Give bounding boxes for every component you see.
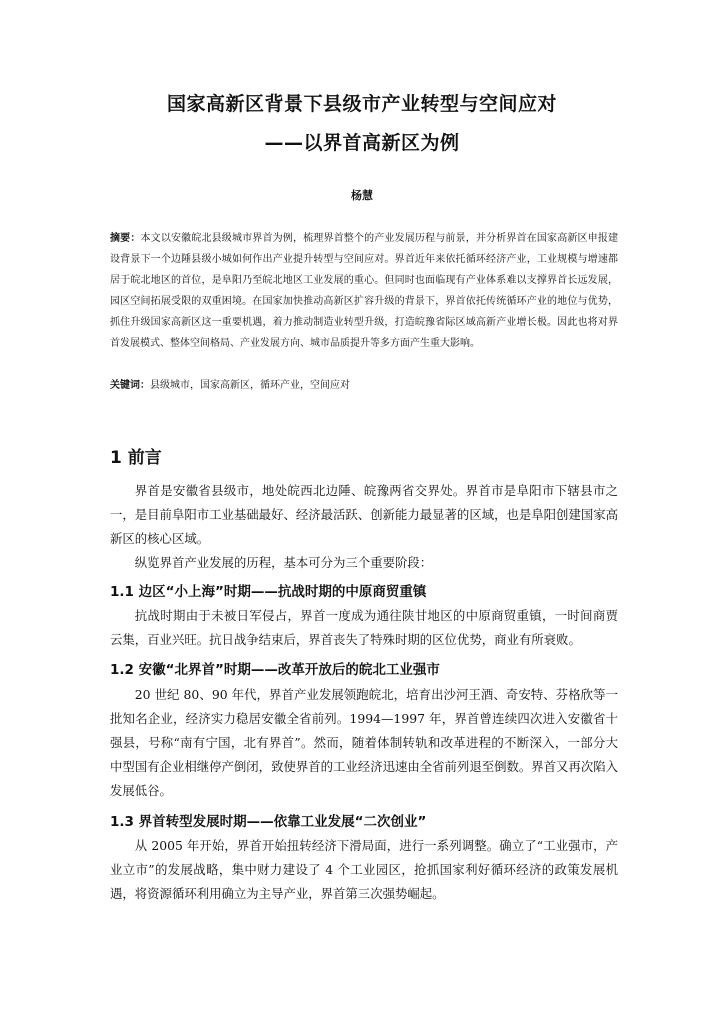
paragraph: 界首是安徽省县级市，地处皖西北边陲、皖豫两省交界处。界首市是阜阳市下辖县市之一，是目前阜阳市工业基础最好、经济最活跃、创新能力最显著的区域，也是阜阳创建国家高新区的核心区域。 xyxy=(110,483,619,546)
subsection-heading-1-2: 1.2 安徽“北界首”时期——改革开放后的皖北工业强市 xyxy=(110,662,440,678)
keywords xyxy=(110,375,618,396)
abstract-label: 摘要： xyxy=(110,233,141,244)
paper-title: 国家高新区背景下县级市产业转型与空间应对 xyxy=(166,93,557,115)
paragraph: 20 世纪 80、90 年代，界首产业发展领跑皖北，培育出沙河王酒、奇安特、芬格欣等一批知名企业，经济实力稳居安徽全省前列。1994—1997 年，界首曾连续四次进入安徽省十强县，号称“南有宁国，北有界首”。然而，随着体制转轨和改革进程的不断深入，一部分大中型国有企业相继停产倒闭，致使界首的工业经济迅速由全省前列退至倒数。界首又再次陷入发展低谷。 xyxy=(110,687,619,798)
paragraph: 从 2005 年开始，界首开始扭转经济下滑局面，进行一系列调整。确立了“工业强市，产业立市”的发展战略，集中财力建设了 4 个工业园区，抢抓国家利好循环经济的政策发展机遇，将资源循环利用确立为主导产业，界首第三次强势崛起。 xyxy=(110,838,618,901)
abstract xyxy=(110,228,618,354)
abstract-text: 本文以安徽皖北县级城市界首为例，梳理界首整个的产业发展历程与前景，并分析界首在国家高新区申报建设背景下一个边陲县级小城如何作出产业提升转型与空间应对。界首近年来依托循环经济产业，工业规模与增速都居于皖北地区的首位，是阜阳乃至皖北地区工业发展的重心。但同时也面临现有产业体系难以支撑界首长远发展，园区空间拓展受限的双重困境。在国家加快推动高新区扩容升级的背景下，界首依托传统循环产业的地位与优势，抓住升级国家高新区这一重要机遇，着力推动制造业转型升级，打造皖豫省际区域高新产业增长极。因此也将对界首发展模式、整体空间格局、产业发展方向、城市品质提升等多方面产生重大影响。 xyxy=(110,233,619,349)
author-name: 杨慧 xyxy=(351,189,373,202)
paper-subtitle: ——以界首高新区为例 xyxy=(264,132,460,154)
keywords-label: 关键词： xyxy=(110,380,150,391)
subsection-heading-1-1: 1.1 边区“小上海”时期——抗战时期的中原商贸重镇 xyxy=(110,584,427,600)
section-heading-1: 1 前言 xyxy=(110,448,162,468)
paragraph: 纵览界首产业发展的历程，基本可分为三个重要阶段： xyxy=(134,555,433,570)
keywords-text: 县级城市，国家高新区，循环产业，空间应对 xyxy=(150,380,350,391)
paragraph: 抗战时期由于未被日军侵占，界首一度成为通往陕甘地区的中原商贸重镇，一时间商贾云集，百业兴旺。抗日战争结束后，界首丧失了特殊时期的区位优势，商业有所衰败。 xyxy=(110,608,618,647)
subsection-heading-1-3: 1.3 界首转型发展时期——依靠工业发展“二次创业” xyxy=(110,814,427,830)
